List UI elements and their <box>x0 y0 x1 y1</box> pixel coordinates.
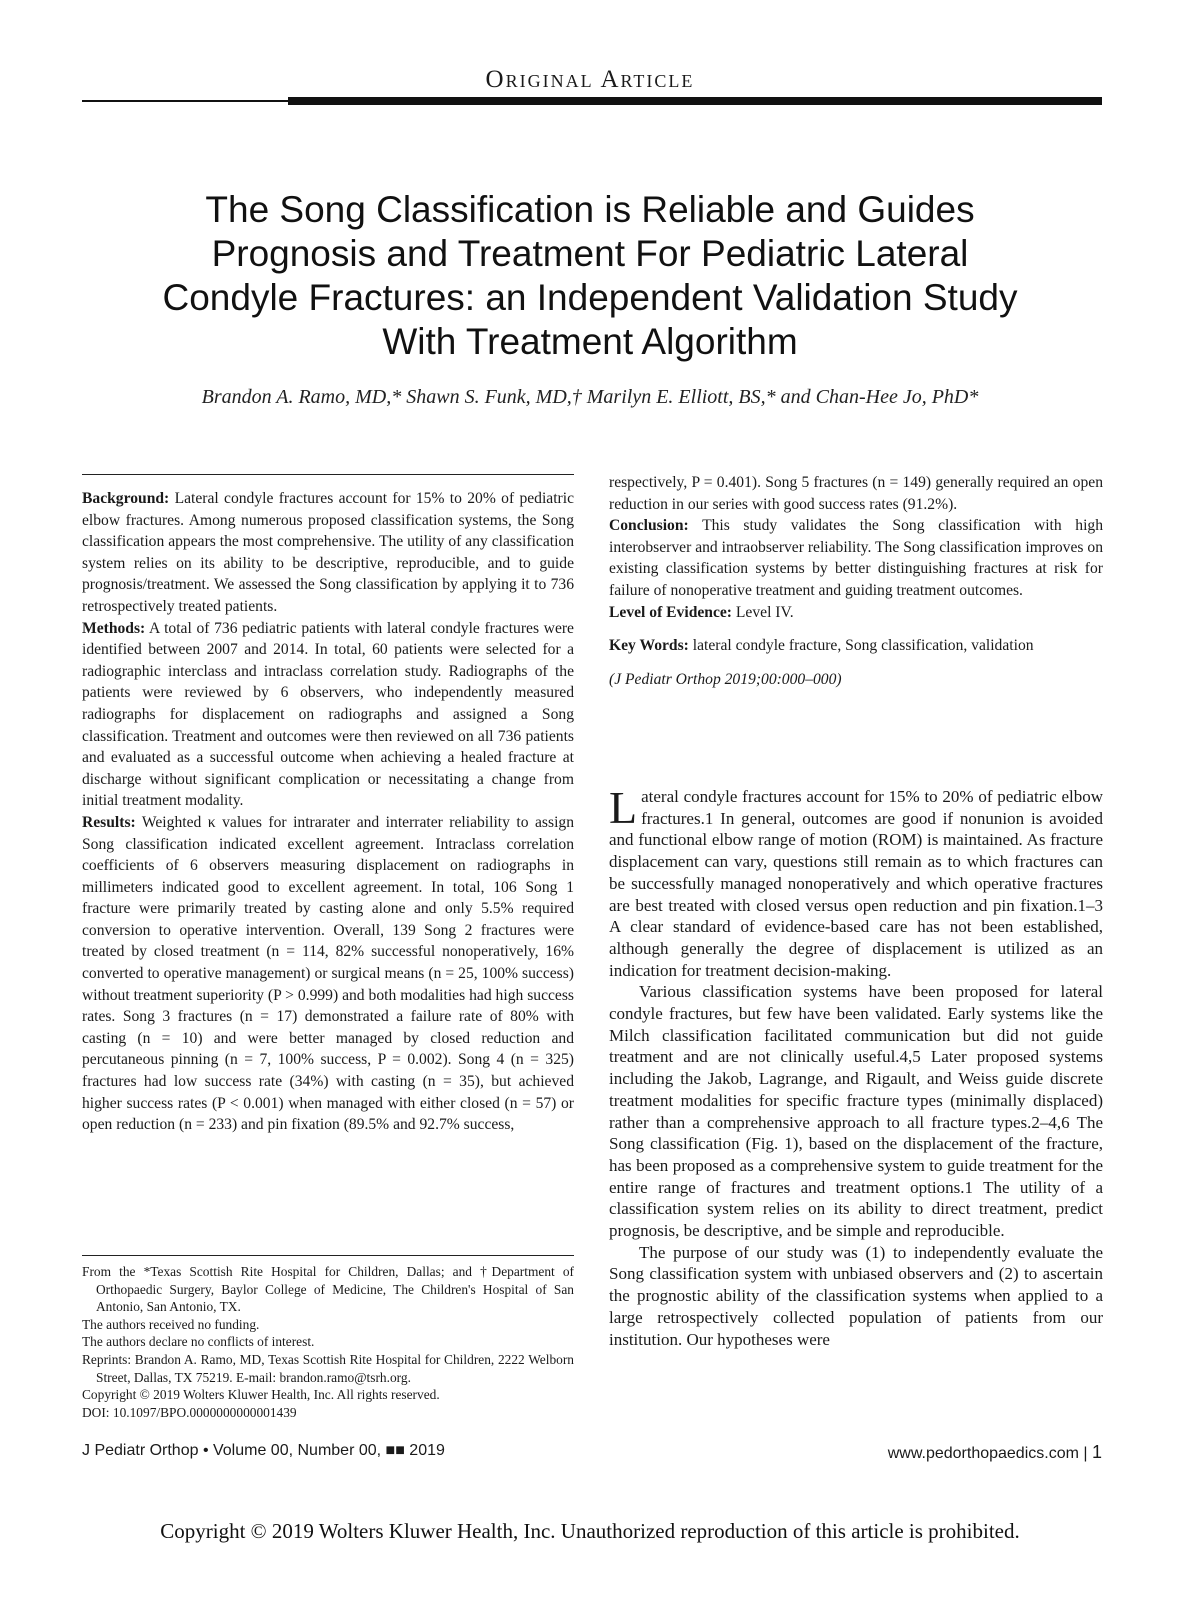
footnote-affiliation: From the *Texas Scottish Rite Hospital for Children, Dallas; and †Department of Orthopaedic Surgery, Baylor College of Medicine, The Children's Hospital of San Antonio, San Antonio, TX. <box>82 1264 574 1315</box>
abstract-right-column <box>609 472 1103 690</box>
conclusion-text: This study validates the Song classification with high interobserver and intraobserver reliability. The Song classification improves on existing classification systems by better distinguishing fractures at risk for failure of nonoperative treatment and guiding treatment outcomes. <box>609 517 1104 599</box>
journal-citation: (J Pediatr Orthop 2019;00:000–000) <box>609 670 842 688</box>
footer-website <box>888 1442 1102 1463</box>
methods-text: A total of 736 pediatric patients with lateral condyle fractures were identified between 2007 and 2014. In total, 60 patients were selected for a radiographic interclass and intraclass correlation study. Radiographs of the patients were reviewed by 6 observers, who independently measured radiographs for displacement on radiographs and assigned a Song classification. Treatment and outcomes were then reviewed on all 736 patients and evaluated as a successful outcome when achieving a healed fracture at discharge without significant complication or necessitating a change from initial treatment modality. <box>82 619 574 810</box>
abstract-methods <box>82 618 574 812</box>
keywords-text: lateral condyle fracture, Song classification, validation <box>692 637 1034 655</box>
results-text: Weighted κ values for intrarater and interrater reliability to assign Song classification indicated excellent agreement. Intraclass correlation coefficients of 6 observers measuring displacement on radiographs in millimeters indicated good to excellent agreement. In total, 106 Song 1 fracture were primarily treated by casting alone and only 5.5% required conversion to operative intervention. Overall, 139 Song 2 fractures were treated by closed treatment (n = 114, 82% successful nonoperatively, 16% converted to operative management) or surgical means (n = 25, 100% success) without treatment superiority (P > 0.999) and both modalities had high success rates. Song 3 fractures (n = 17) demonstrated a failure rate of 80% with casting (n = 10) and were better managed by closed reduction and percutaneous pinning (n = 7, 100% success, P = 0.002). Song 4 (n = 325) fractures had low success rate (34%) with casting (n = 35), but achieved higher success rates (P < 0.001) when managed with either closed (n = 57) or open reduction (n = 233) and pin fixation (89.5% and 92.7% success, <box>82 813 574 1134</box>
level-text: Level IV. <box>735 603 794 621</box>
conclusion-label: Conclusion: <box>609 517 689 535</box>
intro-paragraph-1 <box>609 782 1103 981</box>
abstract-conclusion <box>609 515 1103 601</box>
abstract-background <box>82 488 574 618</box>
footnote-reprints: Reprints: Brandon A. Ramo, MD, Texas Scottish Rite Hospital for Children, 2222 Welborn Street, Dallas, TX 75219. E-mail: brandon.ramo@tsrh.org. <box>82 1351 574 1385</box>
intro-paragraph-3: The purpose of our study was (1) to independently evaluate the Song classification system with unbiased observers and (2) to ascertain the prognostic ability of the classification systems when applied to a large retrospectively collected population of patients from our institution. Our hypotheses were <box>609 1242 1103 1349</box>
background-text: Lateral condyle fractures account for 15% to 20% of pediatric elbow fractures. Among numerous proposed classification systems, the Song classification appears the most comprehensive. The utility of any classification system relies on its ability to be descriptive, reproducible, and to guide prognosis/treatment. We assessed the Song classification by applying it to 736 retrospectively treated patients. <box>82 490 574 615</box>
section-label: Original Article <box>485 66 695 93</box>
keywords-label: Key Words: <box>609 637 689 655</box>
footnote-funding: The authors received no funding. <box>82 1316 260 1332</box>
footnotes <box>82 1263 574 1421</box>
level-of-evidence <box>609 602 1103 624</box>
footnote-doi: DOI: 10.1097/BPO.0000000000001439 <box>82 1404 297 1420</box>
abstract-left-column <box>82 488 574 1136</box>
level-label: Level of Evidence: <box>609 603 732 621</box>
abstract-results <box>82 812 574 1136</box>
footer-journal-text: J Pediatr Orthop • Volume 00, Number 00, ■■ 2019 <box>82 1442 445 1459</box>
background-label: Background: <box>82 490 170 507</box>
abstract-top-rule <box>82 474 574 475</box>
author-list: Brandon A. Ramo, MD,* Shawn S. Funk, MD,† Marilyn E. Elliott, BS,* and Chan-Hee Jo, PhD* <box>201 386 979 408</box>
footnote-conflicts: The authors declare no conflicts of interest. <box>82 1334 315 1350</box>
copyright-banner: Copyright © 2019 Wolters Kluwer Health, Inc. Unauthorized reproduction of this article is prohibited. <box>160 1519 1020 1543</box>
footer-website-link[interactable]: www.pedorthopaedics.com | <box>887 1445 1088 1462</box>
page-number: 1 <box>1091 1442 1102 1462</box>
keywords <box>609 635 1103 657</box>
results-label: Results: <box>82 813 136 831</box>
footer-journal <box>82 1442 445 1460</box>
results-continued: respectively, P = 0.401). Song 5 fractures (n = 149) generally required an open reduction in our series with good success rates (91.2%). <box>609 474 1103 513</box>
introduction-text <box>609 782 1103 1350</box>
intro-paragraph-2: Various classification systems have been proposed for lateral condyle fractures, but few have been validated. Early systems like the Milch classification facilitated communication but did not guide treatment and are not clinically useful.4,5 Later proposed systems including the Jakob, Lagrange, and Rigault, and Weiss guide discrete treatment modalities for specific fracture types (minimally displaced) rather than a comprehensive approach to all fracture types.2–4,6 The Song classification (Fig. 1), based on the displacement of the fracture, has been proposed as a comprehensive system to guide treatment for the entire range of fractures and treatment options.1 The utility of a classification system relies on its ability to direct treatment, predict prognosis, be descriptive, and be simple and reproducible. <box>609 982 1103 1241</box>
drop-cap: L <box>609 782 638 833</box>
intro-paragraph-1-text: ateral condyle fractures account for 15% to 20% of pediatric elbow fractures.1 In general, outcomes are good if nonunion is avoided and functional elbow range of motion (ROM) is maintained. As fracture displacement can vary, questions still remain as to which fractures can be successfully managed nonoperatively and which operative fractures are best treated with closed versus open reduction and pin fixation.1–3 A clear standard of evidence-based care has not been established, although generally the degree of displacement is utilized as an indication for treatment decision-making. <box>609 787 1103 980</box>
article-title: The Song Classification is Reliable and Guides Prognosis and Treatment For Pediatric Lateral Condyle Fractures: an Independent Validation Study With Treatment Algorithm <box>162 189 1018 362</box>
footnote-rule <box>82 1255 574 1256</box>
footnote-copyright: Copyright © 2019 Wolters Kluwer Health, Inc. All rights reserved. <box>82 1387 440 1403</box>
header-rule-thick <box>288 97 1102 105</box>
methods-label: Methods: <box>82 619 146 637</box>
